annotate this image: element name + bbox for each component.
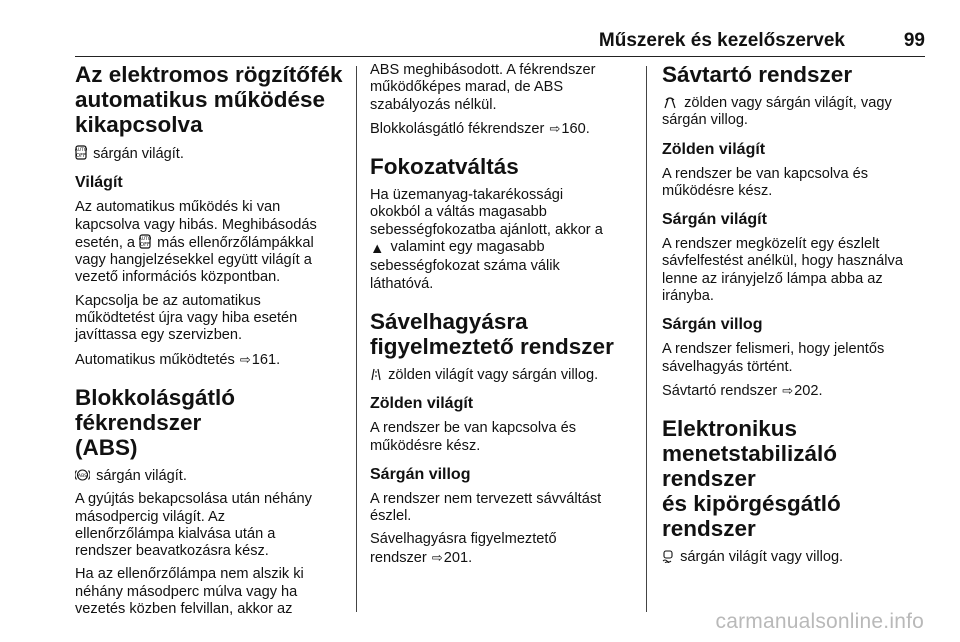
svg-text:OFF: OFF [140, 241, 150, 248]
column-divider-2 [646, 66, 647, 612]
svg-text:ABS: ABS [77, 473, 88, 479]
paragraph: Az automatikus működés ki van kapcsolva vagy hibás. Meghibásodás esetén, a AUTO OFF más ellenőrzőlámpákkal vagy hangjelzésekkel együtt világít a vezető információs központban. [75, 199, 317, 286]
column-2 [370, 62, 638, 573]
column-divider-1 [356, 66, 357, 612]
svg-text:AUTO: AUTO [75, 148, 87, 153]
parking-brake-auto-icon [75, 145, 87, 160]
esc-status: sárgán világít vagy villog. [662, 549, 930, 566]
lane-keep-icon [662, 96, 678, 109]
paragraph: A rendszer felismeri, hogy jelentős sávelhagyás történt. [662, 341, 885, 375]
column-3 [662, 62, 930, 573]
lane-keep-status: zölden vagy sárgán világít, vagy sárgán villog. [662, 95, 892, 129]
section-title-gear-shift: Fokozatváltás [370, 154, 519, 180]
header-title: Műszerek és kezelőszervek [598, 30, 845, 51]
paragraph: A rendszer be van kapcsolva és működésre kész. [370, 420, 577, 454]
reference-arrow-icon: ⇨ [431, 549, 443, 565]
cross-reference[interactable]: Automatikus működtetés ⇨161. [75, 351, 281, 368]
page-header [75, 30, 925, 52]
subheading-sargan-villog: Sárgán villog [370, 465, 471, 483]
watermark: carmanualsonline.info [715, 610, 924, 633]
parking-brake-auto-icon [139, 234, 151, 249]
subheading-zolden-vilagit: Zölden világít [662, 140, 766, 158]
section-title-abs: Blokkolásgátló fékrendszer (ABS) [75, 384, 236, 460]
paragraph: Ha az ellenőrzőlámpa nem alszik ki néhány másodperc múlva vagy ha vezetés közben felvillan, akkor az [75, 566, 304, 618]
parking-brake-status: AUTO OFF sárgán világít. [75, 146, 184, 162]
svg-text:OFF: OFF [76, 153, 86, 159]
paragraph: Kapcsolja be az automatikus működtetést újra vagy hiba esetén javíttassa egy szervizben. [75, 292, 298, 344]
abs-status: ABS sárgán világít. [75, 468, 347, 485]
cross-reference[interactable]: Sávtartó rendszer ⇨202. [662, 382, 823, 399]
subheading-sargan-vilagit: Sárgán világít [662, 211, 767, 229]
reference-arrow-icon: ⇨ [782, 382, 794, 398]
paragraph: A rendszer be van kapcsolva és működésre kész. [662, 165, 869, 199]
subheading-vilagit: Világít [75, 174, 123, 192]
section-title-lane-keep: Sávtartó rendszer [662, 62, 853, 87]
paragraph: ABS meghibásodott. A fékrendszer működőképes marad, de ABS szabályozás nélkül. [370, 62, 596, 113]
section-title-lane-departure: Sávelhagyásra figyelmeztető rendszer [370, 308, 614, 359]
page-number: 99 [903, 30, 925, 51]
cross-reference[interactable]: Sávelhagyásra figyelmeztető rendszer ⇨201. [370, 531, 557, 566]
reference-arrow-icon: ⇨ [549, 120, 561, 136]
subheading-zolden-vilagit: Zölden világít [370, 395, 474, 413]
header-rule [75, 56, 925, 57]
paragraph: Ha üzemanyag-takarékossági okokból a váltás magasabb sebességfokozatba ajánlott, akkor a ▲ valamint egy magasabb sebességfokozat száma válik láthatóvá. [370, 187, 603, 292]
abs-icon [75, 468, 90, 482]
paragraph: A gyújtás bekapcsolása után néhány másodpercig világít. Az ellenőrzőlámpa kialvása után a rendszer beavatkozásra kész. [75, 491, 312, 560]
paragraph: A rendszer nem tervezett sávváltást észlel. [370, 490, 602, 525]
lane-departure-status: zölden világít vagy sárgán villog. [370, 367, 638, 384]
lane-departure-icon [370, 368, 382, 381]
reference-arrow-icon: ⇨ [239, 351, 251, 367]
column-1 [75, 62, 347, 624]
section-title-esc: Elektronikus menetstabilizáló rendszer és kipörgésgátló rendszer [662, 416, 841, 542]
svg-text:AUTO: AUTO [139, 236, 152, 242]
cross-reference[interactable]: Blokkolásgátló fékrendszer ⇨160. [370, 120, 590, 137]
subheading-sargan-villog: Sárgán villog [662, 316, 763, 334]
esc-icon [662, 550, 674, 563]
section-title-parking-brake: Az elektromos rögzítőfék automatikus működése kikapcsolva [75, 62, 343, 137]
shift-up-icon: ▲ [370, 241, 385, 258]
paragraph: A rendszer megközelít egy észlelt sávfelfestést anélkül, hogy használva lenne az irányjelző lámpa abba az irányba. [662, 236, 903, 305]
